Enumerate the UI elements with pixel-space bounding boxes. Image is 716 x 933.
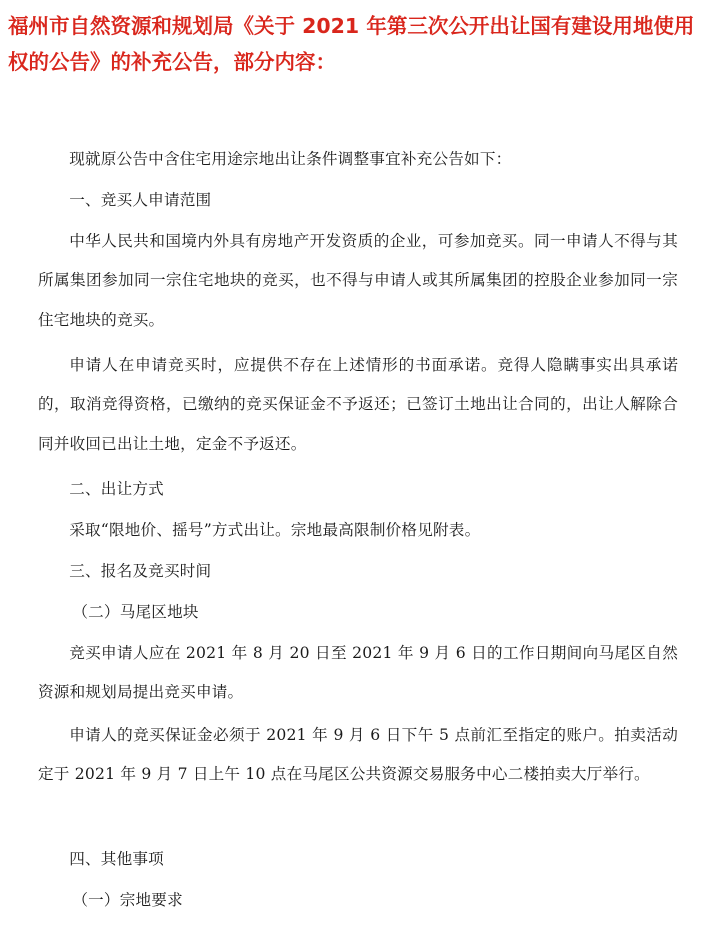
paragraph-transfer-method: 采取“限地价、摇号”方式出让。宗地最高限制价格见附表。 bbox=[69, 521, 481, 539]
paragraph-deposit-and-auction: 申请人的竞买保证金必须于 2021 年 9 月 6 日下午 5 点前汇至指定的账户。拍卖活动定于 2021 年 9 月 7 日上午 10 点在马尾区公共资源交易服务中心二楼拍卖大厅举行。 bbox=[38, 726, 678, 784]
intro-paragraph: 现就原公告中含住宅用途宗地出让条件调整事宜补充公告如下： bbox=[69, 150, 512, 168]
subheading-mawei-district: （二）马尾区地块 bbox=[72, 603, 199, 621]
paragraph-commitment: 申请人在申请竞买时，应提供不存在上述情形的书面承诺。竞得人隐瞒事实出具承诺的，取消竞得资格，已缴纳的竞买保证金不予返还；已签订土地出让合同的，出让人解除合同并收回已出让土地，定金不予返还。 bbox=[38, 356, 678, 453]
section-heading-transfer-method: 二、出让方式 bbox=[69, 480, 164, 498]
paragraph-application-period: 竞买申请人应在 2021 年 8 月 20 日至 2021 年 9 月 6 日的工作日期间向马尾区自然资源和规划局提出竞买申请。 bbox=[38, 644, 678, 702]
headline: 福州市自然资源和规划局《关于 2021 年第三次公开出让国有建设用地使用权的公告》的补充公告，部分内容： bbox=[8, 14, 695, 74]
section-heading-other-matters: 四、其他事项 bbox=[69, 850, 164, 868]
document-body bbox=[38, 140, 678, 922]
paragraph-eligibility: 中华人民共和国境内外具有房地产开发资质的企业，可参加竞买。同一申请人不得与其所属集团参加同一宗住宅地块的竞买，也不得与申请人或其所属集团的控股企业参加同一宗住宅地块的竞买。 bbox=[38, 232, 678, 329]
section-heading-registration-time: 三、报名及竞买时间 bbox=[69, 562, 212, 580]
subheading-parcel-requirements: （一）宗地要求 bbox=[72, 891, 183, 909]
section-heading-applicant-scope: 一、竞买人申请范围 bbox=[69, 191, 212, 209]
